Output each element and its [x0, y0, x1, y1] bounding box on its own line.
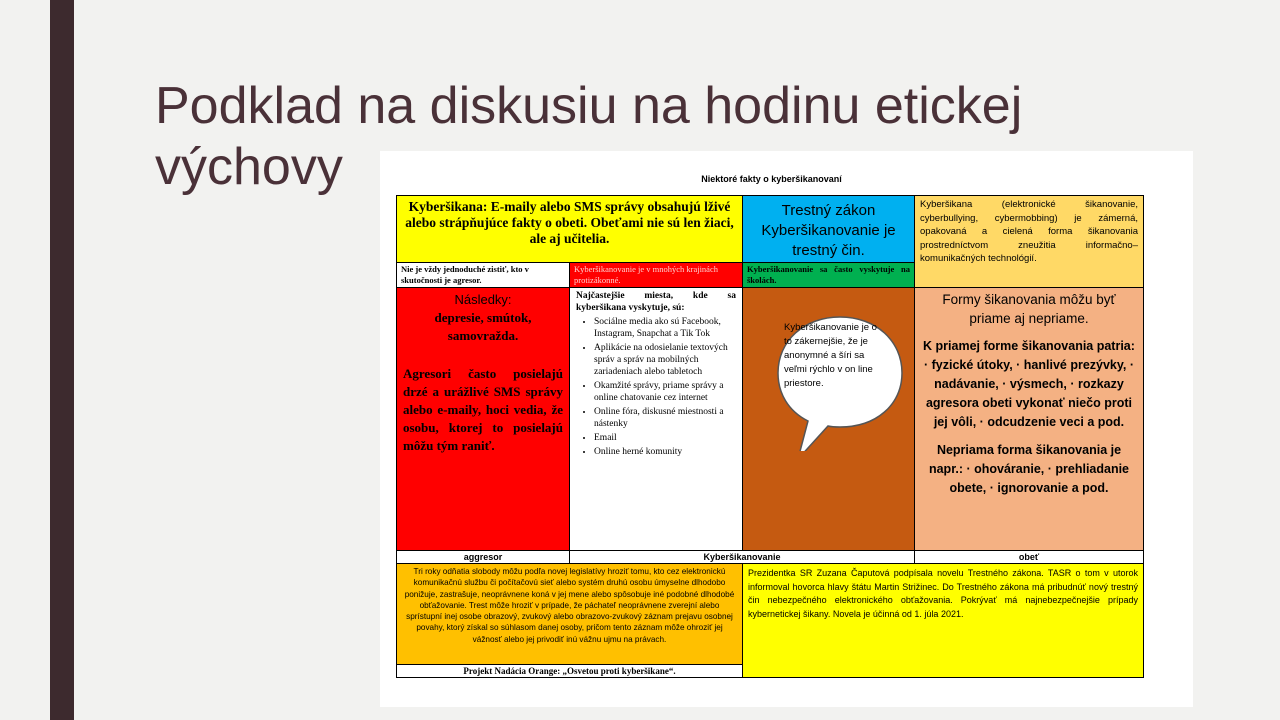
yellow-headline-text: Kyberšikana: E-maily alebo SMS správy obsahujú lživé alebo strápňujúce fakty o obeti. Obeťami nie sú len žiaci, ale aj učitelia. — [405, 199, 734, 246]
definition-cell — [914, 195, 1144, 288]
label-obet: obeť — [914, 550, 1144, 564]
school-note-cell — [742, 262, 915, 288]
nasledky-title: Následky: — [454, 292, 512, 307]
project-text: Projekt Nadácia Orange: „Osvetou proti kyberšikane“. — [463, 666, 676, 676]
list-item: • Email — [594, 432, 736, 444]
priama-forma-text: K priamej forme šikanovania patria: · fyzické útoky, · hanlivé prezývky, · nadávanie, · výsmech, · rozkazy agresora obeti vykonať niečo proti jej vôli, · odcudzenie veci a pod. — [923, 339, 1135, 429]
label-kybersikanovanie: Kyberšikanovanie — [569, 550, 915, 564]
places-list — [576, 316, 736, 458]
list-item: • Online herné komunity — [594, 446, 736, 458]
list-item: • Online fóra, diskusné miestnosti a nástenky — [594, 406, 736, 430]
illegal-note-text: Kyberšikanovanie je v mnohých krajinách protizákonné. — [574, 264, 718, 285]
law-text-cell — [396, 563, 743, 665]
accent-sidebar-bar — [50, 0, 74, 720]
formy-title: Formy šikanovania môžu byť priame aj nepriame. — [942, 292, 1116, 326]
news-cell — [742, 563, 1144, 678]
agresor-note-text: Nie je vždy jednoduché zistiť, kto v skutočnosti je agresor. — [401, 264, 529, 285]
agresori-text: Agresori často posielajú drzé a urážlivé SMS správy alebo e-maily, hoci vedia, že osobu, ktorej to posielajú môžu tým raniť. — [403, 366, 563, 453]
bubble-text: Kyberšikanovanie je o to zákernejšie, že je anonymné a šíri sa veľmi rýchlo v on line priestore. — [784, 322, 877, 389]
formy-cell — [914, 287, 1144, 551]
school-note-text: Kyberšikanovanie sa často vyskytuje na školách. — [747, 264, 910, 285]
list-item: • Sociálne media ako sú Facebook, Instagram, Snapchat a Tik Tok — [594, 316, 736, 340]
nasledky-items: depresie, smútok, samovražda. — [434, 310, 532, 343]
law-text: Tri roky odňatia slobody môžu podľa novej legislatívy hroziť tomu, kto cez elektronickú komunikačnú službu či počítačovú sieť alebo systém druhú osobu úmyselne dlhodobo ponižuje, zastrašuje, neoprávnene koná v jej mene alebo spôsobuje iné podobné dlhodobé obťažovanie. Trest môže hroziť v prípade, že páchateľ neoprávnene zverejní alebo sprístupní inej osobe obrazový, zvukový alebo obrazovo-zvukový záznam prejavu osobnej povahy, ktorý získal so súhlasom danej osoby, pričom tento záznam môže ohroziť jej vážnosť alebo jej privodiť inú vážnu ujmu na právach. — [404, 567, 735, 644]
nasledky-cell — [396, 287, 570, 551]
news-text: Prezidentka SR Zuzana Čaputová podpísala novelu Trestného zákona. TASR o tom v utorok informoval hovorca hlavy štátu Martin Strižinec. Do Trestného zákona má pribudnúť nový trestný čin nebezpečného elektronického obťažovania. Pokrývať má najnebezpečnejšie prípady kybernetickej šikany. Novela je účinná od 1. júla 2021. — [748, 568, 1138, 619]
trestny-zakon-body: Kyberšikanovanie je trestný čin. — [761, 222, 896, 259]
infographic-figure — [380, 151, 1193, 707]
list-item: • Aplikácie na odosielanie textových správ a správ na mobilných zariadeniach alebo tabletoch — [594, 342, 736, 378]
nepriama-forma-text: Nepriama forma šikanovania je napr.: · ohováranie, · prehliadanie obete, · ignorovanie a pod. — [928, 443, 1130, 495]
trestny-zakon-title: Trestný zákon — [781, 202, 876, 219]
yellow-headline-cell — [396, 195, 743, 263]
places-heading: Najčastejšie miesta, kde sa kyberšikana vyskytuje, sú: — [576, 291, 736, 313]
trestny-zakon-cell — [742, 195, 915, 263]
list-item: • Okamžité správy, priame správy a online chatovanie cez internet — [594, 380, 736, 404]
figure-title: Niektoré fakty o kyberšikanovaní — [701, 174, 842, 184]
agresor-note-cell — [396, 262, 570, 288]
illegal-note-cell — [569, 262, 743, 288]
places-cell — [569, 287, 743, 551]
label-agresor: aggresor — [396, 550, 570, 564]
definition-text: Kyberšikana (elektronické šikanovanie, cyberbullying, cybermobbing) je zámerná, opakovaná a cielená forma šikanovania prostredníctvom zneužitia informačno–komunikačných technológií. — [920, 199, 1138, 264]
slide-title: Podklad na diskusiu na hodinu etickej výchovy — [155, 77, 1023, 196]
project-cell — [396, 664, 743, 678]
